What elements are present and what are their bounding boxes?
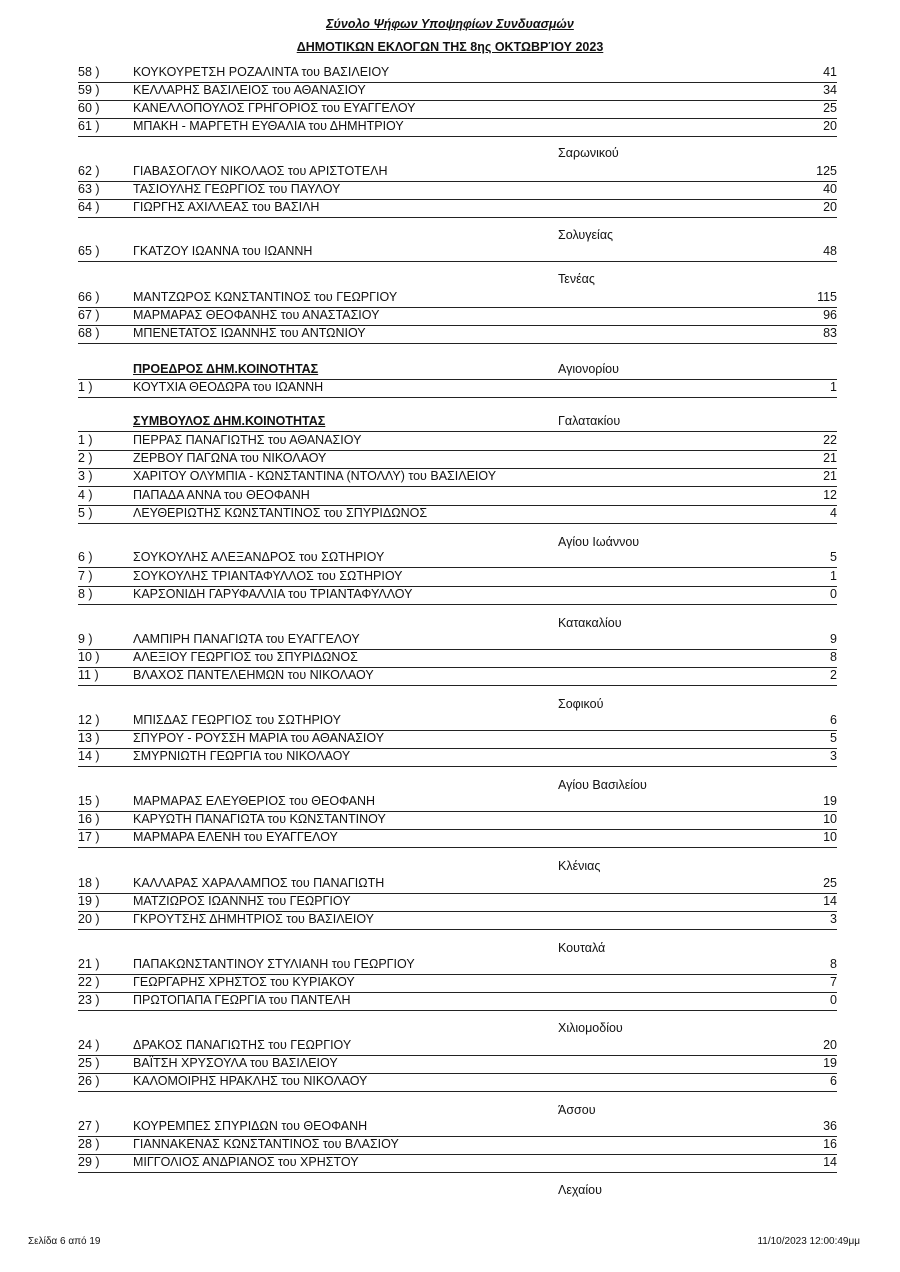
candidate-number: 5 ) xyxy=(78,506,93,520)
vote-count: 125 xyxy=(816,164,837,178)
locality-heading: Κλένιας xyxy=(558,859,601,873)
vote-count: 1 xyxy=(830,380,837,394)
candidate-name: ΚΑΝΕΛΛΟΠΟΥΛΟΣ ΓΡΗΓΟΡΙΟΣ του ΕΥΑΓΓΕΛΟΥ xyxy=(133,101,416,115)
candidate-name: ΚΕΛΛΑΡΗΣ ΒΑΣΙΛΕΙΟΣ του ΑΘΑΝΑΣΙΟΥ xyxy=(133,83,366,97)
table-row xyxy=(78,649,837,668)
section-label: ΣΥΜΒΟΥΛΟΣ ΔΗΜ.ΚΟΙΝΟΤΗΤΑΣ xyxy=(133,414,326,428)
vote-count: 8 xyxy=(830,957,837,971)
candidate-name: ΖΕΡΒΟΥ ΠΑΓΩΝΑ του ΝΙΚΟΛΑΟΥ xyxy=(133,451,327,465)
vote-count: 19 xyxy=(823,1056,837,1070)
candidate-name: ΜΑΝΤΖΩΡΟΣ ΚΩΝΣΤΑΝΤΙΝΟΣ του ΓΕΩΡΓΙΟΥ xyxy=(133,290,398,304)
vote-count: 83 xyxy=(823,326,837,340)
vote-count: 20 xyxy=(823,1038,837,1052)
candidate-name: ΧΑΡΙΤΟΥ ΟΛΥΜΠΙΑ - ΚΩΝΣΤΑΝΤΙΝΑ (ΝΤΟΛΛΥ) του ΒΑΣΙΛΕΙΟΥ xyxy=(133,469,497,483)
candidate-number: 61 ) xyxy=(78,119,100,133)
vote-count: 14 xyxy=(823,894,837,908)
candidate-number: 11 ) xyxy=(78,668,99,682)
locality-heading: Σαρωνικού xyxy=(558,146,619,160)
candidate-name: ΒΛΑΧΟΣ ΠΑΝΤΕΛΕΗΜΩΝ του ΝΙΚΟΛΑΟΥ xyxy=(133,668,374,682)
candidate-name: ΛΑΜΠΙΡΗ ΠΑΝΑΓΙΩΤΑ του ΕΥΑΓΓΕΛΟΥ xyxy=(133,632,360,646)
table-row xyxy=(78,893,837,912)
table-row xyxy=(78,325,837,344)
candidate-number: 2 ) xyxy=(78,451,93,465)
table-row xyxy=(78,243,837,262)
candidate-number: 7 ) xyxy=(78,569,93,583)
candidate-name: ΓΕΩΡΓΑΡΗΣ ΧΡΗΣΤΟΣ του ΚΥΡΙΑΚΟΥ xyxy=(133,975,355,989)
page-title: Σύνολο Ψήφων Υποψηφίων Συνδυασμών xyxy=(326,17,574,31)
candidate-name: ΣΠΥΡΟΥ - ΡΟΥΣΣΗ ΜΑΡΙΑ του ΑΘΑΝΑΣΙΟΥ xyxy=(133,731,385,745)
vote-count: 9 xyxy=(830,632,837,646)
candidate-name: ΚΟΥΡΕΜΠΕΣ ΣΠΥΡΙΔΩΝ του ΘΕΟΦΑΝΗ xyxy=(133,1119,368,1133)
candidate-name: ΔΡΑΚΟΣ ΠΑΝΑΓΙΩΤΗΣ του ΓΕΩΡΓΙΟΥ xyxy=(133,1038,352,1052)
candidate-name: ΚΟΥΤΧΙΑ ΘΕΟΔΩΡΑ του ΙΩΑΝΝΗ xyxy=(133,380,324,394)
candidate-number: 3 ) xyxy=(78,469,93,483)
candidate-number: 8 ) xyxy=(78,587,93,601)
section-label: ΠΡΟΕΔΡΟΣ ΔΗΜ.ΚΟΙΝΟΤΗΤΑΣ xyxy=(133,362,319,376)
candidate-number: 67 ) xyxy=(78,308,100,322)
candidate-number: 58 ) xyxy=(78,65,100,79)
vote-count: 3 xyxy=(830,749,837,763)
vote-count: 0 xyxy=(830,587,837,601)
table-row xyxy=(78,992,837,1011)
vote-count: 20 xyxy=(823,200,837,214)
candidate-number: 19 ) xyxy=(78,894,100,908)
locality-heading: Λεχαίου xyxy=(558,1183,602,1197)
vote-count: 6 xyxy=(830,1074,837,1088)
candidate-name: ΓΙΩΡΓΗΣ ΑΧΙΛΛΕΑΣ του ΒΑΣΙΛΗ xyxy=(133,200,320,214)
candidate-number: 15 ) xyxy=(78,794,100,808)
print-datetime: 11/10/2023 12:00:49μμ xyxy=(757,1236,860,1247)
table-row xyxy=(78,712,837,731)
section-header xyxy=(78,414,837,432)
vote-count: 12 xyxy=(823,488,837,502)
candidate-name: ΚΑΛΟΜΟΙΡΗΣ ΗΡΑΚΛΗΣ του ΝΙΚΟΛΑΟΥ xyxy=(133,1074,368,1088)
vote-count: 34 xyxy=(823,83,837,97)
vote-count: 20 xyxy=(823,119,837,133)
candidate-name: ΜΑΡΜΑΡΑΣ ΕΛΕΥΘΕΡΙΟΣ του ΘΕΟΦΑΝΗ xyxy=(133,794,376,808)
table-row xyxy=(78,1073,837,1092)
table-row xyxy=(78,1154,837,1173)
table-row xyxy=(78,911,837,930)
candidate-name: ΓΙΑΒΑΣΟΓΛΟΥ ΝΙΚΟΛΑΟΣ του ΑΡΙΣΤΟΤΕΛΗ xyxy=(133,164,388,178)
candidate-number: 1 ) xyxy=(78,380,93,394)
vote-count: 3 xyxy=(830,912,837,926)
candidate-number: 28 ) xyxy=(78,1137,100,1151)
candidate-number: 18 ) xyxy=(78,876,100,890)
vote-count: 8 xyxy=(830,650,837,664)
candidate-name: ΒΑΪΤΣΗ ΧΡΥΣΟΥΛΑ του ΒΑΣΙΛΕΙΟΥ xyxy=(133,1056,338,1070)
candidate-number: 27 ) xyxy=(78,1119,100,1133)
candidate-number: 6 ) xyxy=(78,550,93,564)
table-row xyxy=(78,432,837,451)
locality-heading: Σολυγείας xyxy=(558,228,614,242)
candidate-number: 20 ) xyxy=(78,912,100,926)
vote-count: 2 xyxy=(830,668,837,682)
table-row xyxy=(78,956,837,975)
candidate-name: ΣΟΥΚΟΥΛΗΣ ΑΛΕΞΑΝΔΡΟΣ του ΣΩΤΗΡΙΟΥ xyxy=(133,550,385,564)
vote-count: 5 xyxy=(830,550,837,564)
candidate-name: ΜΑΡΜΑΡΑΣ ΘΕΟΦΑΝΗΣ του ΑΝΑΣΤΑΣΙΟΥ xyxy=(133,308,380,322)
table-row xyxy=(78,586,837,605)
vote-count: 40 xyxy=(823,182,837,196)
vote-count: 41 xyxy=(823,65,837,79)
locality-heading: Γαλατακίου xyxy=(558,414,621,428)
table-row xyxy=(78,379,837,398)
candidate-name: ΠΡΩΤΟΠΑΠΑ ΓΕΩΡΓΙΑ του ΠΑΝΤΕΛΗ xyxy=(133,993,351,1007)
table-row xyxy=(78,181,837,200)
vote-count: 10 xyxy=(823,830,837,844)
vote-count: 1 xyxy=(830,569,837,583)
vote-count: 36 xyxy=(823,1119,837,1133)
candidate-number: 14 ) xyxy=(78,749,100,763)
table-row xyxy=(78,64,837,83)
candidate-name: ΜΑΤΖΙΩΡΟΣ ΙΩΑΝΝΗΣ του ΓΕΩΡΓΙΟΥ xyxy=(133,894,351,908)
table-row xyxy=(78,505,837,524)
candidate-name: ΜΠΙΣΔΑΣ ΓΕΩΡΓΙΟΣ του ΣΩΤΗΡΙΟΥ xyxy=(133,713,341,727)
vote-count: 21 xyxy=(823,451,837,465)
locality-heading: Αγιονορίου xyxy=(558,362,619,376)
vote-count: 96 xyxy=(823,308,837,322)
locality-heading: Άσσου xyxy=(558,1103,596,1117)
candidate-name: ΚΑΛΛΑΡΑΣ ΧΑΡΑΛΑΜΠΟΣ του ΠΑΝΑΓΙΩΤΗ xyxy=(133,876,385,890)
candidate-number: 68 ) xyxy=(78,326,100,340)
candidate-number: 10 ) xyxy=(78,650,100,664)
vote-count: 14 xyxy=(823,1155,837,1169)
candidate-number: 29 ) xyxy=(78,1155,100,1169)
candidate-number: 23 ) xyxy=(78,993,100,1007)
candidate-name: ΠΕΡΡΑΣ ΠΑΝΑΓΙΩΤΗΣ του ΑΘΑΝΑΣΙΟΥ xyxy=(133,433,362,447)
candidate-name: ΚΟΥΚΟΥΡΕΤΣΗ ΡΟΖΑΛΙΝΤΑ του ΒΑΣΙΛΕΙΟΥ xyxy=(133,65,390,79)
candidate-name: ΣΟΥΚΟΥΛΗΣ ΤΡΙΑΝΤΑΦΥΛΛΟΣ του ΣΩΤΗΡΙΟΥ xyxy=(133,569,403,583)
vote-count: 6 xyxy=(830,713,837,727)
locality-heading: Χιλιομοδίου xyxy=(558,1021,623,1035)
candidate-number: 64 ) xyxy=(78,200,100,214)
vote-count: 25 xyxy=(823,876,837,890)
table-row xyxy=(78,1055,837,1074)
table-row xyxy=(78,875,837,894)
table-row xyxy=(78,667,837,686)
locality-heading: Κατακαλίου xyxy=(558,616,622,630)
table-row xyxy=(78,631,837,650)
candidate-number: 9 ) xyxy=(78,632,93,646)
candidate-number: 4 ) xyxy=(78,488,93,502)
table-row xyxy=(78,829,837,848)
table-row xyxy=(78,730,837,749)
vote-count: 25 xyxy=(823,101,837,115)
vote-count: 10 xyxy=(823,812,837,826)
candidate-name: ΚΑΡΥΩΤΗ ΠΑΝΑΓΙΩΤΑ του ΚΩΝΣΤΑΝΤΙΝΟΥ xyxy=(133,812,386,826)
locality-heading: Αγίου Ιωάννου xyxy=(558,535,640,549)
candidate-number: 16 ) xyxy=(78,812,100,826)
candidate-number: 22 ) xyxy=(78,975,100,989)
candidate-number: 12 ) xyxy=(78,713,100,727)
candidate-name: ΠΑΠΑΔΑ ΑΝΝΑ του ΘΕΟΦΑΝΗ xyxy=(133,488,310,502)
candidate-number: 13 ) xyxy=(78,731,100,745)
vote-count: 4 xyxy=(830,506,837,520)
table-row xyxy=(78,549,837,568)
table-row xyxy=(78,199,837,218)
candidate-number: 63 ) xyxy=(78,182,100,196)
candidate-name: ΤΑΣΙΟΥΛΗΣ ΓΕΩΡΓΙΟΣ του ΠΑΥΛΟΥ xyxy=(133,182,341,196)
candidate-number: 17 ) xyxy=(78,830,100,844)
page-subtitle: ΔΗΜΟΤΙΚΩΝ ΕΚΛΟΓΩΝ ΤΗΣ 8ης ΟΚΤΩΒΡΊΟΥ 2023 xyxy=(296,40,604,54)
section-header xyxy=(78,362,837,380)
candidate-name: ΛΕΥΘΕΡΙΩΤΗΣ ΚΩΝΣΤΑΝΤΙΝΟΣ του ΣΠΥΡΙΔΩΝΟΣ xyxy=(133,506,428,520)
vote-count: 16 xyxy=(823,1137,837,1151)
table-row xyxy=(78,487,837,506)
table-row xyxy=(78,811,837,830)
table-row xyxy=(78,1118,837,1137)
vote-count: 19 xyxy=(823,794,837,808)
table-row xyxy=(78,468,837,487)
candidate-name: ΜΠΕΝΕΤΑΤΟΣ ΙΩΑΝΝΗΣ του ΑΝΤΩΝΙΟΥ xyxy=(133,326,366,340)
candidate-number: 26 ) xyxy=(78,1074,100,1088)
table-row xyxy=(78,450,837,469)
candidate-number: 62 ) xyxy=(78,164,100,178)
candidate-number: 1 ) xyxy=(78,433,93,447)
candidate-number: 65 ) xyxy=(78,244,100,258)
candidate-number: 21 ) xyxy=(78,957,100,971)
table-row xyxy=(78,793,837,812)
table-row xyxy=(78,1037,837,1056)
candidate-name: ΚΑΡΣΟΝΙΔΗ ΓΑΡΥΦΑΛΛΙΑ του ΤΡΙΑΝΤΑΦΥΛΛΟΥ xyxy=(133,587,413,601)
candidate-number: 66 ) xyxy=(78,290,100,304)
candidate-name: ΓΚΑΤΖΟΥ ΙΩΑΝΝΑ του ΙΩΑΝΝΗ xyxy=(133,244,313,258)
candidate-number: 25 ) xyxy=(78,1056,100,1070)
vote-count: 115 xyxy=(817,290,837,304)
table-row xyxy=(78,118,837,137)
vote-count: 0 xyxy=(830,993,837,1007)
candidate-number: 60 ) xyxy=(78,101,100,115)
candidate-name: ΓΚΡΟΥΤΣΗΣ ΔΗΜΗΤΡΙΟΣ του ΒΑΣΙΛΕΙΟΥ xyxy=(133,912,375,926)
table-row xyxy=(78,289,837,308)
vote-count: 21 xyxy=(823,469,837,483)
candidate-name: ΜΠΑΚΗ - ΜΑΡΓΕΤΗ ΕΥΘΑΛΙΑ του ΔΗΜΗΤΡΙΟΥ xyxy=(133,119,404,133)
table-row xyxy=(78,568,837,587)
candidate-name: ΜΙΓΓΟΛΙΟΣ ΑΝΔΡΙΑΝΟΣ του ΧΡΗΣΤΟΥ xyxy=(133,1155,359,1169)
locality-heading: Τενέας xyxy=(558,272,595,286)
table-row xyxy=(78,748,837,767)
vote-count: 48 xyxy=(823,244,837,258)
table-row xyxy=(78,974,837,993)
candidate-number: 24 ) xyxy=(78,1038,100,1052)
locality-heading: Κουταλά xyxy=(558,941,606,955)
table-row xyxy=(78,163,837,182)
candidate-name: ΣΜΥΡΝΙΩΤΗ ΓΕΩΡΓΙΑ του ΝΙΚΟΛΑΟΥ xyxy=(133,749,351,763)
candidate-name: ΓΙΑΝΝΑΚΕΝΑΣ ΚΩΝΣΤΑΝΤΙΝΟΣ του ΒΛΑΣΙΟΥ xyxy=(133,1137,399,1151)
page-number: Σελίδα 6 από 19 xyxy=(28,1236,101,1247)
table-row xyxy=(78,100,837,119)
table-row xyxy=(78,82,837,101)
candidate-name: ΜΑΡΜΑΡΑ ΕΛΕΝΗ του ΕΥΑΓΓΕΛΟΥ xyxy=(133,830,338,844)
table-row xyxy=(78,307,837,326)
locality-heading: Σοφικού xyxy=(558,697,604,711)
vote-count: 22 xyxy=(823,433,837,447)
candidate-number: 59 ) xyxy=(78,83,100,97)
vote-count: 5 xyxy=(830,731,837,745)
candidate-name: ΠΑΠΑΚΩΝΣΤΑΝΤΙΝΟΥ ΣΤΥΛΙΑΝΗ του ΓΕΩΡΓΙΟΥ xyxy=(133,957,415,971)
locality-heading: Αγίου Βασιλείου xyxy=(558,778,647,792)
candidate-name: ΑΛΕΞΙΟΥ ΓΕΩΡΓΙΟΣ του ΣΠΥΡΙΔΩΝΟΣ xyxy=(133,650,358,664)
table-row xyxy=(78,1136,837,1155)
vote-count: 7 xyxy=(830,975,837,989)
